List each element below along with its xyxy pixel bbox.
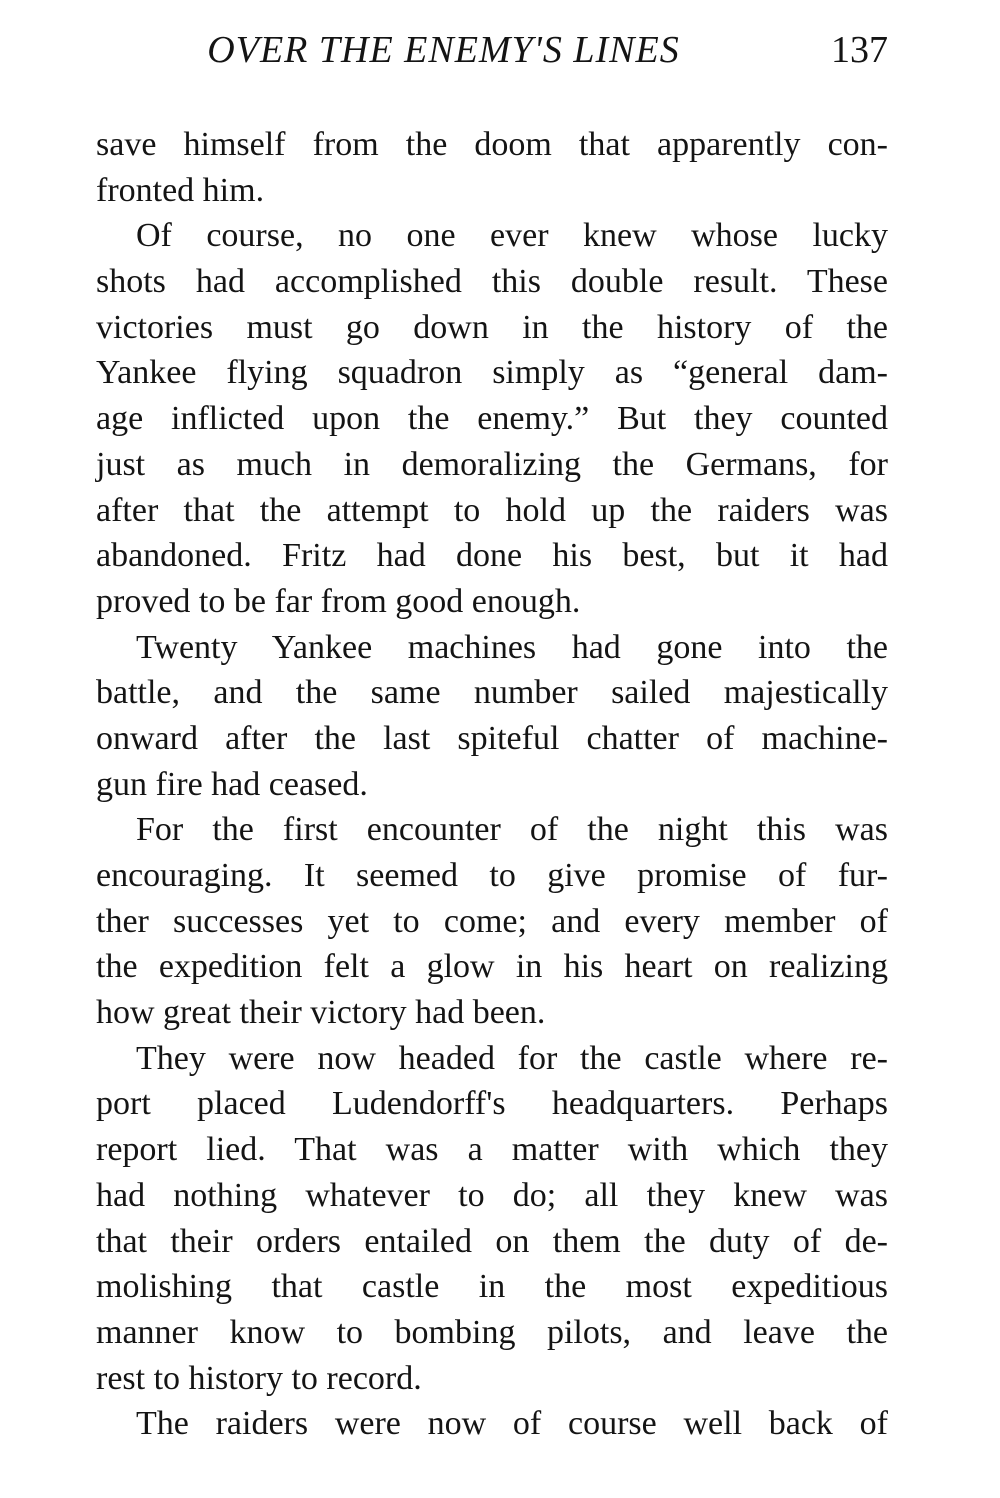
text-line: save himself from the doom that apparently con- [96,126,888,163]
paragraph [96,1036,888,1402]
text-line: gun fire had ceased. [96,765,368,803]
text-line: how great their victory had been. [96,994,546,1032]
page-header [96,22,888,82]
text-line: had nothing whatever to do; all they knew was [96,1176,888,1214]
text-line: manner know to bombing pilots, and leave the [96,1313,888,1351]
text-line: that their orders entailed on them the duty of de- [96,1222,888,1260]
text-line: Yankee flying squadron simply as “general dam- [96,354,888,392]
text-line: the expedition felt a glow in his heart on realizing [96,948,888,986]
text-line: Twenty Yankee machines had gone into the [136,628,888,666]
text-line: proved to be far from good enough. [96,582,581,620]
running-head: OVER THE ENEMY'S LINES [207,29,680,71]
paragraph [96,213,888,624]
text-line: ther successes yet to come; and every member of [96,902,888,940]
text-line: onward after the last spiteful chatter of machine- [96,719,888,757]
text-line: shots had accomplished this double result. These [96,263,888,301]
paragraph [96,1401,888,1447]
paragraph [96,625,888,808]
paragraph [96,122,888,213]
text-line: The raiders were now of course well back of [136,1405,888,1443]
paragraph [96,807,888,1035]
text-line: rest to history to record. [96,1359,422,1397]
text-line: battle, and the same number sailed majestically [96,674,888,712]
text-line: after that the attempt to hold up the raiders was [96,491,888,529]
text-line: age inflicted upon the enemy.” But they counted [96,400,888,438]
text-line: encouraging. It seemed to give promise of fur- [96,857,888,894]
body-text [96,122,888,1447]
text-line: port placed Ludendorff's headquarters. Perhaps [96,1085,888,1123]
text-line: fronted him. [96,171,265,209]
text-line: molishing that castle in the most expeditious [96,1268,888,1306]
text-line: victories must go down in the history of the [96,308,888,346]
text-line: just as much in demoralizing the Germans, for [96,445,888,483]
text-line: Of course, no one ever knew whose lucky [136,217,888,255]
page-number: 137 [831,29,888,71]
text-line: For the first encounter of the night this was [136,811,888,849]
text-line: abandoned. Fritz had done his best, but it had [96,537,888,575]
text-line: They were now headed for the castle where re- [136,1039,888,1077]
text-line: report lied. That was a matter with which they [96,1131,888,1169]
